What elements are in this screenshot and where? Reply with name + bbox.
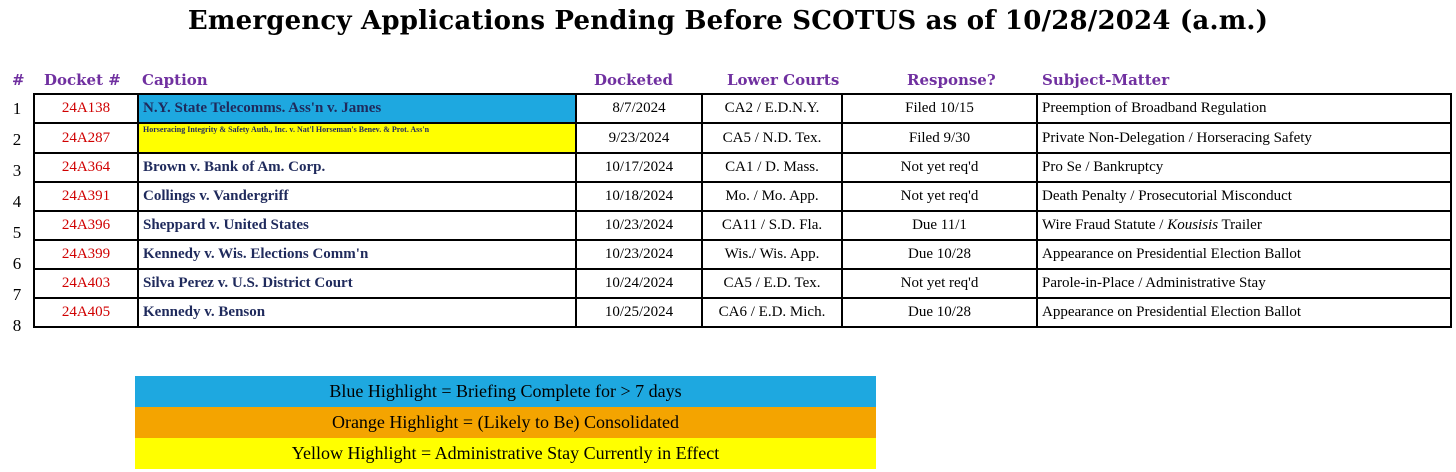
docketed-date-cell: 10/24/2024 (576, 269, 702, 298)
table-row (34, 182, 1451, 211)
docketed-date-cell: 9/23/2024 (576, 123, 702, 153)
header-subject: Subject-Matter (1042, 71, 1170, 89)
header-docket: Docket # (44, 71, 121, 89)
subject-matter-cell: Wire Fraud Statute / Kousisis Trailer (1037, 211, 1451, 240)
caption-cell: N.Y. State Telecomms. Ass'n v. James (138, 94, 576, 123)
header-docketed: Docketed (594, 71, 674, 89)
subject-matter-cell: Parole-in-Place / Administrative Stay (1037, 269, 1451, 298)
docket-number-cell: 24A396 (34, 211, 138, 240)
docket-number-cell: 24A399 (34, 240, 138, 269)
caption-cell: Sheppard v. United States (138, 211, 576, 240)
caption-cell: Silva Perez v. U.S. District Court (138, 269, 576, 298)
row-number: 5 (12, 223, 22, 242)
subject-matter-cell: Private Non-Delegation / Horseracing Safety (1037, 123, 1451, 153)
caption-cell: Kennedy v. Wis. Elections Comm'n (138, 240, 576, 269)
response-cell: Due 10/28 (842, 240, 1037, 269)
row-number: 2 (12, 130, 22, 149)
docket-number-cell: 24A364 (34, 153, 138, 182)
subject-italic-text: Kousisis (1167, 217, 1219, 233)
table-row (34, 269, 1451, 298)
subject-matter-cell: Death Penalty / Prosecutorial Misconduct (1037, 182, 1451, 211)
column-headers (0, 71, 1456, 93)
header-response: Response? (907, 71, 996, 89)
row-number: 3 (12, 161, 22, 180)
docket-number-cell: 24A391 (34, 182, 138, 211)
caption-cell: Kennedy v. Benson (138, 298, 576, 327)
table-row (34, 123, 1451, 153)
header-caption: Caption (142, 71, 208, 89)
response-cell: Filed 10/15 (842, 94, 1037, 123)
docket-number-cell: 24A287 (34, 123, 138, 153)
header-num: # (12, 71, 25, 89)
row-number: 4 (12, 192, 22, 211)
subject-matter-cell: Appearance on Presidential Election Ballot (1037, 298, 1451, 327)
docketed-date-cell: 10/17/2024 (576, 153, 702, 182)
caption-cell: Collings v. Vandergriff (138, 182, 576, 211)
subject-matter-cell: Pro Se / Bankruptcy (1037, 153, 1451, 182)
subject-matter-cell: Appearance on Presidential Election Ballot (1037, 240, 1451, 269)
docket-number-cell: 24A403 (34, 269, 138, 298)
caption-cell: Horseracing Integrity & Safety Auth., Inc. v. Nat'l Horseman's Benev. & Prot. Ass'n (138, 123, 576, 153)
row-number: 1 (12, 99, 22, 118)
lower-courts-cell: CA5 / E.D. Tex. (702, 269, 842, 298)
legend-item: Yellow Highlight = Administrative Stay Currently in Effect (135, 438, 876, 469)
caption-cell: Brown v. Bank of Am. Corp. (138, 153, 576, 182)
table-row (34, 153, 1451, 182)
header-lower-courts: Lower Courts (727, 71, 840, 89)
docketed-date-cell: 8/7/2024 (576, 94, 702, 123)
row-number: 7 (12, 285, 22, 304)
docketed-date-cell: 10/23/2024 (576, 211, 702, 240)
response-cell: Filed 9/30 (842, 123, 1037, 153)
legend-item: Blue Highlight = Briefing Complete for > 7 days (135, 376, 876, 407)
row-number: 8 (12, 316, 22, 335)
table-row (34, 240, 1451, 269)
docketed-date-cell: 10/25/2024 (576, 298, 702, 327)
table-row (34, 211, 1451, 240)
highlight-legend (135, 376, 876, 469)
lower-courts-cell: CA11 / S.D. Fla. (702, 211, 842, 240)
lower-courts-cell: CA2 / E.D.N.Y. (702, 94, 842, 123)
lower-courts-cell: Mo. / Mo. App. (702, 182, 842, 211)
lower-courts-cell: CA1 / D. Mass. (702, 153, 842, 182)
page-title: Emergency Applications Pending Before SCOTUS as of 10/28/2024 (a.m.) (187, 6, 1269, 36)
lower-courts-cell: CA6 / E.D. Mich. (702, 298, 842, 327)
response-cell: Not yet req'd (842, 182, 1037, 211)
applications-table (33, 93, 1452, 328)
row-numbers (6, 93, 28, 341)
subject-matter-cell: Preemption of Broadband Regulation (1037, 94, 1451, 123)
table-row (34, 298, 1451, 327)
response-cell: Not yet req'd (842, 153, 1037, 182)
response-cell: Due 10/28 (842, 298, 1037, 327)
docketed-date-cell: 10/23/2024 (576, 240, 702, 269)
table-row (34, 94, 1451, 123)
docketed-date-cell: 10/18/2024 (576, 182, 702, 211)
response-cell: Due 11/1 (842, 211, 1037, 240)
docket-number-cell: 24A405 (34, 298, 138, 327)
row-number: 6 (12, 254, 22, 273)
lower-courts-cell: Wis./ Wis. App. (702, 240, 842, 269)
legend-item: Orange Highlight = (Likely to Be) Consolidated (135, 407, 876, 438)
docket-number-cell: 24A138 (34, 94, 138, 123)
lower-courts-cell: CA5 / N.D. Tex. (702, 123, 842, 153)
response-cell: Not yet req'd (842, 269, 1037, 298)
